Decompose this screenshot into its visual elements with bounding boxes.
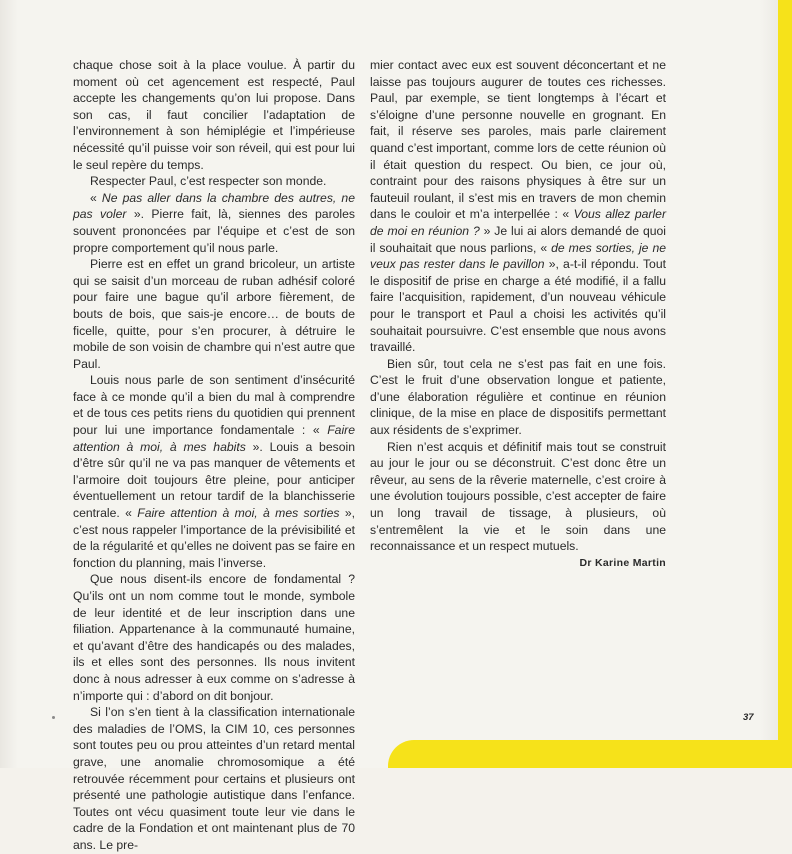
paragraph xyxy=(73,57,355,173)
quoted-speech: Ne pas aller dans la chambre des autres, ne pas voler xyxy=(73,190,355,222)
paragraph xyxy=(370,439,666,555)
paragraph xyxy=(73,190,355,256)
text-run: », a-t-il répondu. Tout le dispositif de prise en charge a été modifié, il a fallu faire l’acquisition, rapidement, d’un nouveau véhicule pour le transport et Paul a choisi les activités qu’il souhaitait poursuivre. C’est ensemble que nous avons travaillé. xyxy=(370,257,666,355)
paragraph xyxy=(73,256,355,372)
author-signature: Dr Karine Martin xyxy=(579,556,666,569)
quoted-speech: Faire attention à moi, à mes sorties xyxy=(137,506,340,521)
quoted-speech: de mes sorties, je ne veux pas rester dans le pavillon xyxy=(370,240,667,272)
text-run: mier contact avec eux est souvent déconcertant et ne laisse pas toujours augurer de toutes ces richesses. Paul, par exemple, se tient longtemps à l’écart et s’éloigne d’une personne nouvelle en grognant. En fait, il réserve ses paroles, mais parle clairement quand c’est important, comme lors de cette réunion où il était question du respect. Ou bien, ce jour où, contraint pour des raisons physiques à être sur un fauteuil roulant, il s’est mis en travers de mon chemin dans le couloir et m’a interpellée : « xyxy=(370,58,666,222)
text-run: Pierre est en effet un grand bricoleur, un artiste qui se saisit d’un morceau de ruban adhésif coloré pour faire une bague qu’il arbore fièrement, de bouts de bois, que sais-je encore… de bouts de ficelle, quitte, pour s’en procurer, à détruire le mobile de son voisin de chambre qui n’est autre que Paul. xyxy=(73,257,355,371)
text-run: », c’est nous rappeler l’importance de la prévisibilité et de la régularité et qu’elles ne doivent pas se faire en fonction du planning, mais l’inverse. xyxy=(73,506,355,570)
text-run: ». Pierre fait, là, siennes des paroles souvent prononcées par l’équipe et c’est de son propre comportement qu’il nous parle. xyxy=(73,207,356,255)
text-run: Rien n’est acquis et définitif mais tout se construit au jour le jour ou se déconstruit. C’est donc être un rêveur, au sens de la rêverie maternelle, c’est croire à une évolution toujours possible, c’est accepter de faire un long travail de tissage, à plusieurs, où s’entremêlent la vie et le soin dans une reconnaissance et un respect mutuels. xyxy=(370,439,666,554)
page-number: 37 xyxy=(743,712,754,723)
text-run: » Je lui ai alors demandé de quoi il souhaitait que nous parlions, « xyxy=(370,223,666,255)
paragraph xyxy=(370,356,666,439)
left-text-column xyxy=(73,57,355,854)
paragraph xyxy=(73,704,355,853)
paragraph xyxy=(73,571,355,704)
text-run: Louis nous parle de son sentiment d’insécurité face à ce monde qu’il a bien du mal à comprendre et de tous ces petits riens du quotidien qui prennent pour lui une importance fondamentale : « xyxy=(73,373,355,438)
margin-dot xyxy=(52,716,55,719)
text-run: ». Louis a besoin d’être sûr qu’il ne va pas manquer de vêtements et l’armoire doit toujours être pleine, pour anticiper éventuellement un retour tardif de la blanchisserie centrale. « xyxy=(73,439,355,521)
right-text-column xyxy=(370,57,666,571)
paragraph xyxy=(73,173,355,190)
quoted-speech: Vous allez parler de moi en réunion ? xyxy=(370,207,666,238)
yellow-bottom-band xyxy=(388,740,792,768)
text-run: « xyxy=(90,190,102,205)
paragraph xyxy=(73,372,355,571)
text-run: Respecter Paul, c’est respecter son monde. xyxy=(90,174,327,189)
text-run: Bien sûr, tout cela ne s’est pas fait en une fois. C’est le fruit d’une observation longue et patiente, d’une élaboration régulière et continue en réunion clinique, de la mise en place de dispositifs permettant aux résidents de s’exprimer. xyxy=(370,356,666,438)
yellow-page-edge xyxy=(778,0,792,768)
paragraph xyxy=(370,57,666,356)
text-run: chaque chose soit à la place voulue. À partir du moment où cet agencement est respecté, Paul accepte les changements qu’on lui propose. Dans son cas, il faut concilier l’adaptation de l’environnement à son hémiplégie et l’impérieuse nécessité qu’il puisse voir son réveil, qui est pour lui le seul repère du temps. xyxy=(73,58,355,172)
text-run: Si l’on s’en tient à la classification internationale des maladies de l’OMS, la CIM 10, ces personnes sont toutes peu ou prou atteintes d’un retard mental grave, une anomalie chromosomique a été retrouvée récemment pour certains et plusieurs ont présenté une pathologie autistique dans l’enfance. Toutes ont vécu quasiment toute leur vie dans le cadre de la Fondation et ont maintenant plus de 70 ans. Le pre- xyxy=(73,705,355,852)
quoted-speech: Faire attention à moi, à mes habits xyxy=(73,423,355,454)
text-run: Que nous disent-ils encore de fondamental ? Qu’ils ont un nom comme tout le monde, symbole de leur identité et de leur inscription dans une filiation. Appartenance à la communauté humaine, et qu’avant d’être des handicapés ou des malades, ils et elles sont des personnes. Ils nous invitent donc à nous adresser à eux comme on s’adresse à n’importe qui : d’abord on dit bonjour. xyxy=(73,572,355,703)
